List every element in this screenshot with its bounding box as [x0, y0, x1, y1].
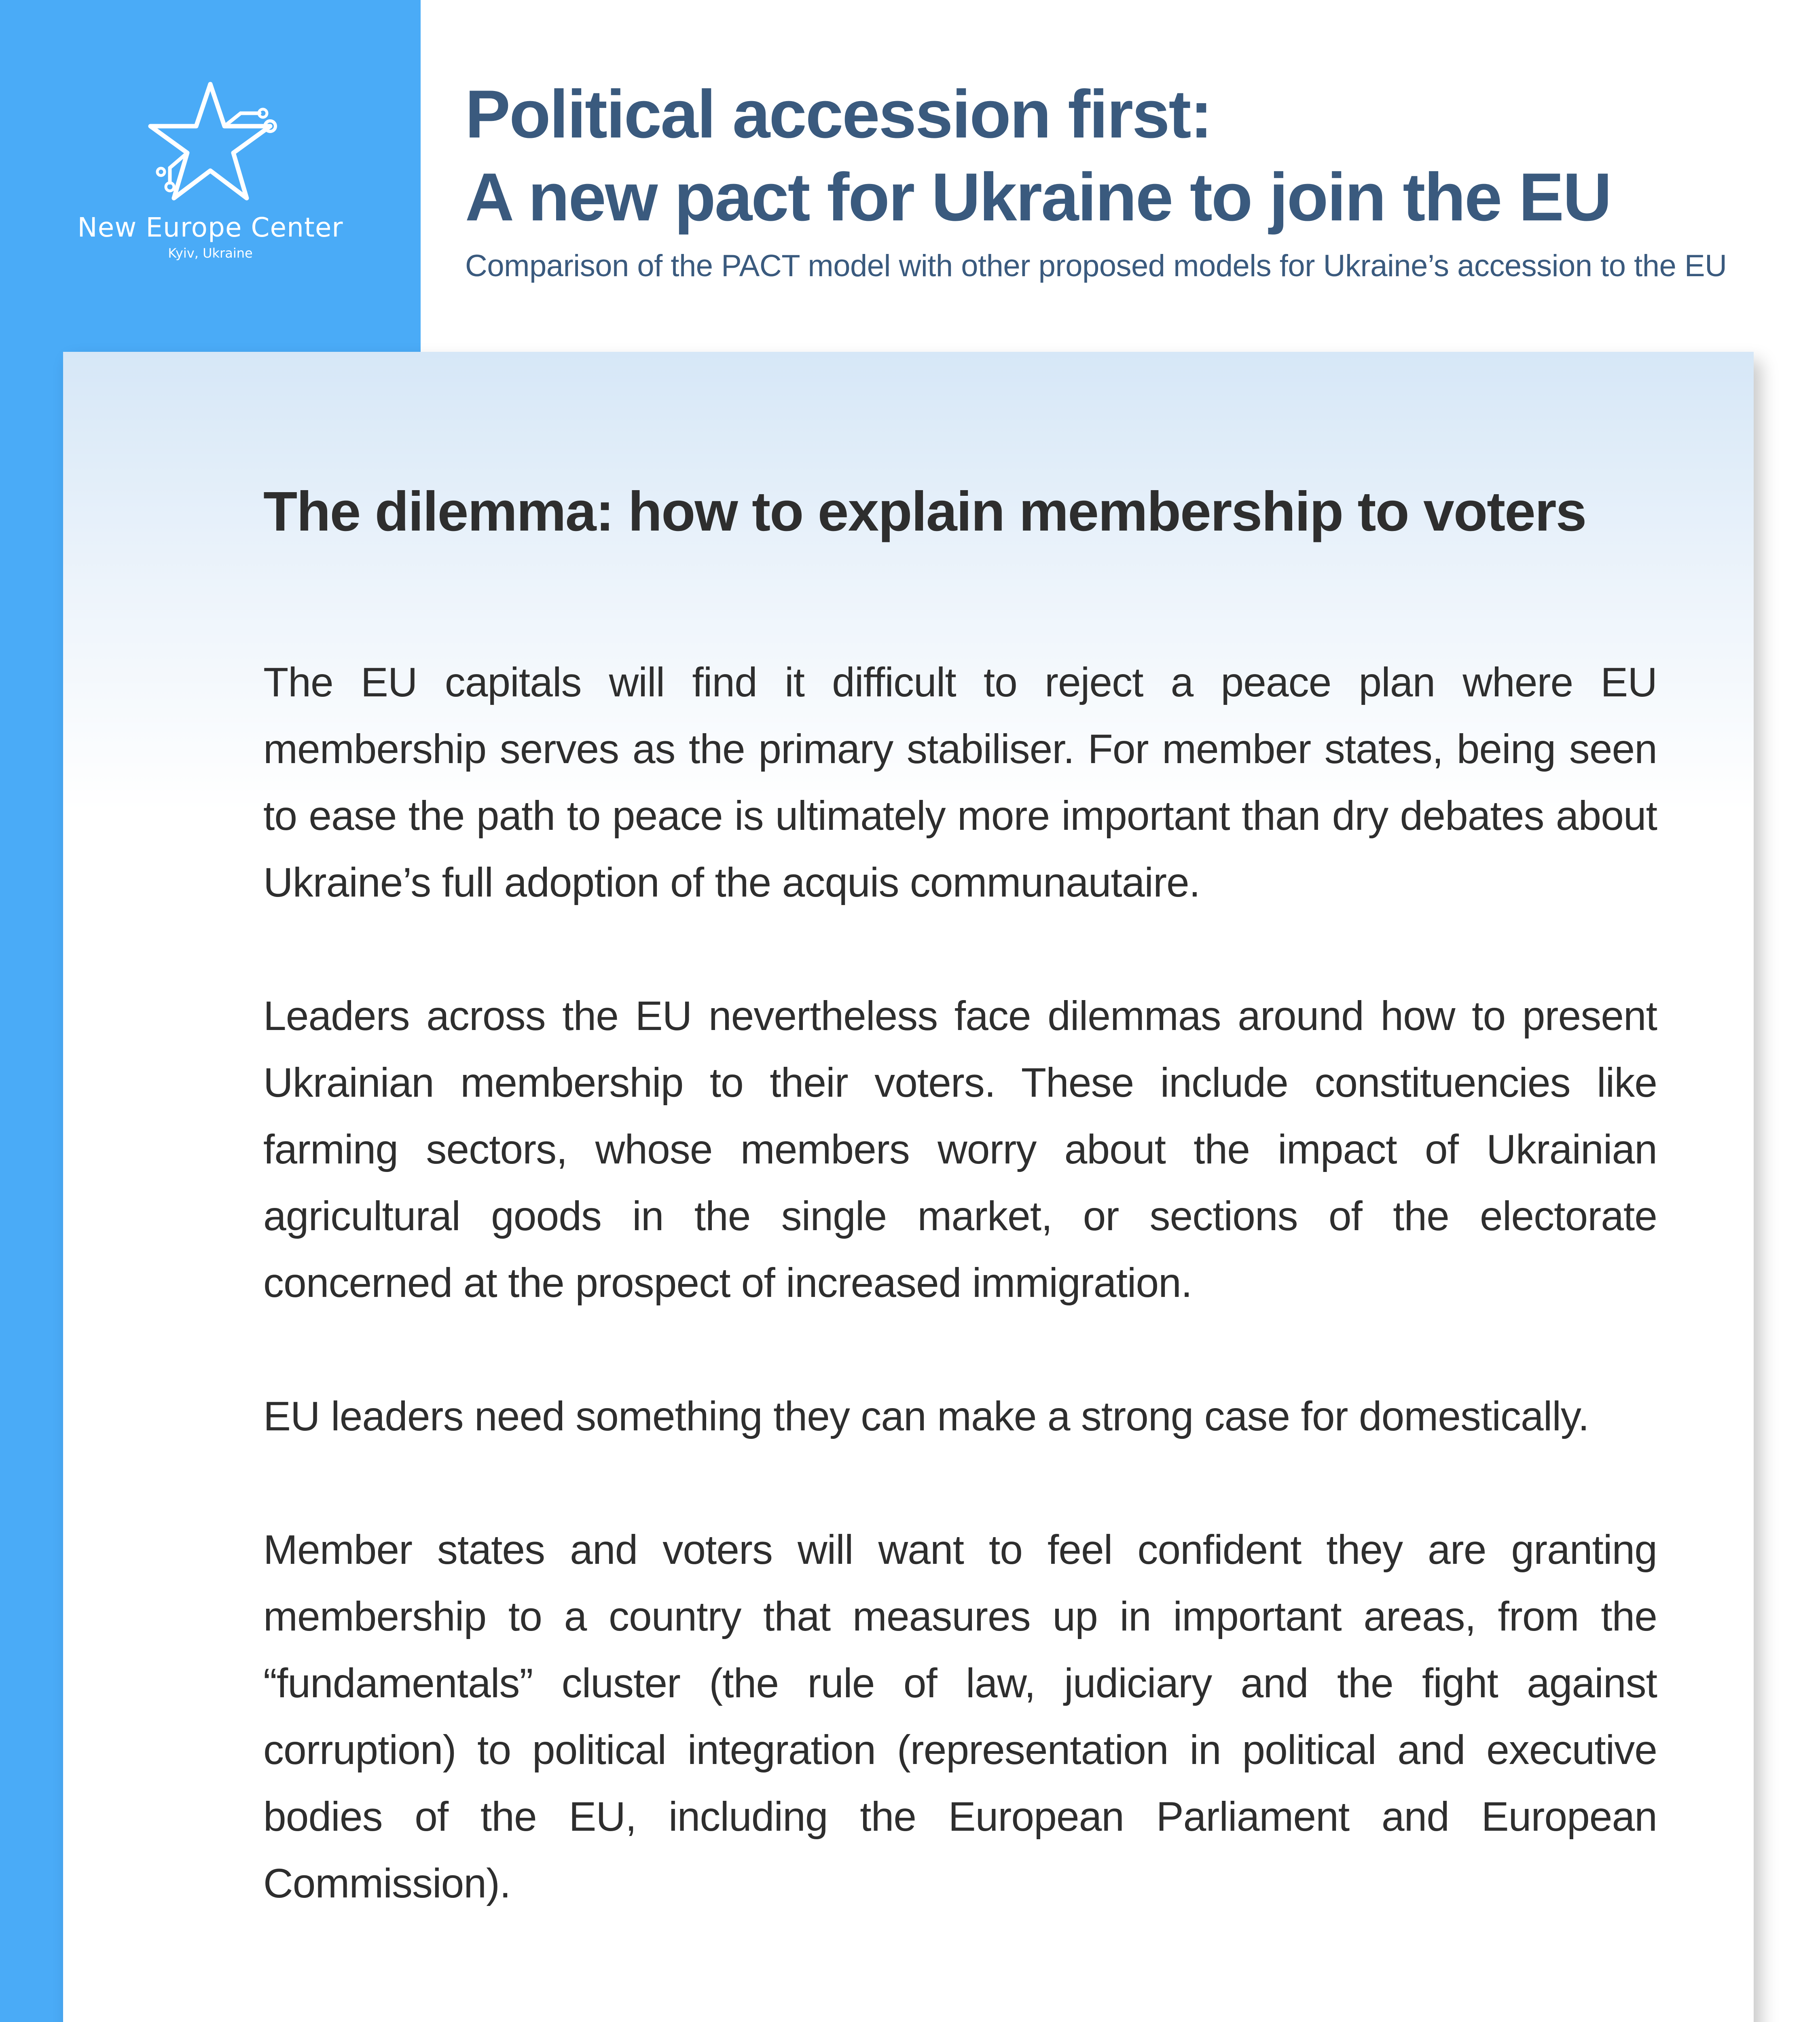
- body-paragraph-4: Member states and voters will want to feel confident they are granting membership to a country that measures up in important areas, from the “fundamentals” cluster (the rule of law, judiciary and the fight against corruption) to political integration (representation in political and executive bodies of the EU, including the European Parliament and European Commission).: [263, 1527, 1657, 1906]
- brand-logo: [0, 77, 421, 260]
- card-body: [263, 649, 1657, 1984]
- body-paragraph-1: The EU capitals will find it difficult to reject a peace plan where EU membership serves as the primary stabiliser. For member states, being seen to ease the path to peace is ultimately more important than dry debates about Ukraine’s full adoption of the acquis communautaire.: [263, 659, 1657, 905]
- content-card: [63, 352, 1754, 2022]
- body-paragraph-2: Leaders across the EU nevertheless face dilemmas around how to present Ukrainian membership to their voters. These include constituencies like farming sectors, whose members worry about the impact of Ukrainian agricultural goods in the single market, or sections of the electorate concerned at the prospect of increased immigration.: [263, 993, 1657, 1306]
- brand-city: Kyiv, Ukraine: [168, 245, 253, 261]
- title-line-2: A new pact for Ukraine to join the EU: [465, 159, 1611, 235]
- page-title: [465, 73, 1800, 239]
- card-heading: The dilemma: how to explain membership to voters: [263, 480, 1586, 543]
- brand-name: New Europe Center: [77, 212, 343, 243]
- page-subtitle: Comparison of the PACT model with other proposed models for Ukraine’s accession to the EU: [465, 249, 1727, 283]
- page-header: [465, 73, 1800, 281]
- star-logo-icon: [142, 77, 279, 210]
- title-line-1: Political accession first:: [465, 76, 1212, 152]
- body-paragraph-3: EU leaders need something they can make a strong case for domestically.: [263, 1393, 1589, 1439]
